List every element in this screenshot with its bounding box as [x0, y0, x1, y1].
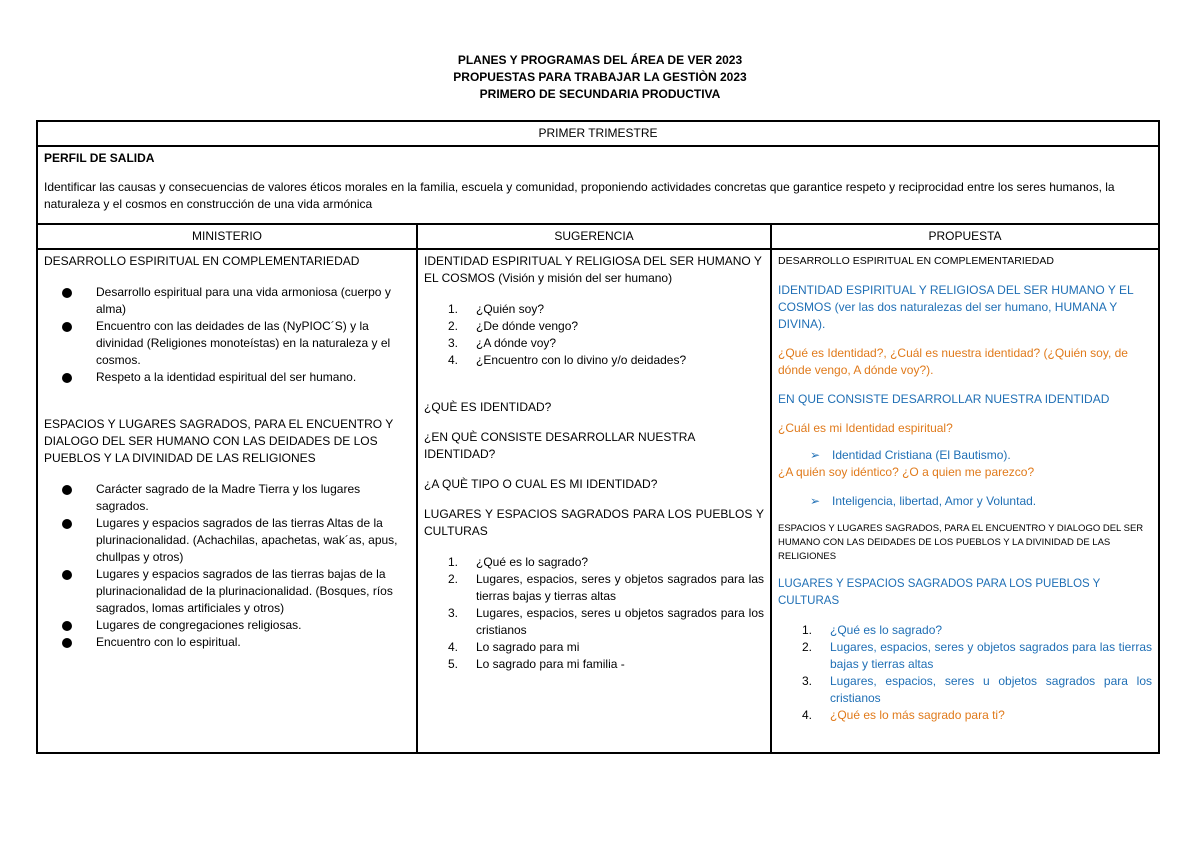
- perfil-cell: [37, 146, 1159, 224]
- ministerio-list-2: [44, 481, 410, 651]
- list-item: 4. Lo sagrado para mi: [448, 640, 580, 654]
- propuesta-blue-3: LUGARES Y ESPACIOS SAGRADOS PARA LOS PUEBLOS Y CULTURAS: [778, 578, 1101, 607]
- sugerencia-heading-1: IDENTIDAD ESPIRITUAL Y RELIGIOSA DEL SER HUMANO Y EL COSMOS (Visión y misión del ser humano): [424, 254, 762, 285]
- sugerencia-list-1: [424, 301, 764, 369]
- col-header-propuesta: PROPUESTA: [771, 224, 1159, 249]
- propuesta-small-heading: ESPACIOS Y LUGARES SAGRADOS, PARA EL ENCUENTRO Y DIALOGO DEL SER HUMANO CON LAS DEIDADES DE LOS PUEBLOS Y LA DIVINIDAD DE LAS RELIGIONES: [778, 523, 1144, 562]
- propuesta-arrow-item-2: ➢ Inteligencia, libertad, Amor y Voluntad.: [810, 494, 1037, 508]
- list-item: Carácter sagrado de la Madre Tierra y los lugares sagrados.: [44, 481, 410, 515]
- propuesta-list: [778, 622, 1152, 724]
- list-item: 3. ¿A dónde voy?: [448, 336, 557, 350]
- list-item: 4. ¿Qué es lo más sagrado para ti?: [802, 708, 1005, 722]
- list-item: 1. ¿Qué es lo sagrado?: [448, 555, 589, 569]
- col-header-sugerencia: SUGERENCIA: [417, 224, 771, 249]
- plan-table: [36, 120, 1160, 754]
- list-item: 2. Lugares, espacios, seres y objetos sagrados para las tierras bajas y tierras altas: [802, 640, 1152, 671]
- ministerio-cell: [37, 249, 417, 753]
- ministerio-list-1: [44, 284, 410, 386]
- sugerencia-question-3: ¿A QUÈ TIPO O CUAL ES MI IDENTIDAD?: [424, 477, 658, 491]
- arrow-icon: ➢: [810, 494, 821, 508]
- list-item: 3. Lugares, espacios, seres u objetos sagrados para los cristianos: [448, 606, 764, 637]
- list-item: Lugares y espacios sagrados de las tierras Altas de la plurinacionalidad. (Achachilas, apachetas, wak´as, apus, chullpas y otros): [44, 515, 410, 566]
- document-header: [0, 52, 1200, 103]
- sugerencia-question-1: ¿QUÈ ES IDENTIDAD?: [424, 400, 552, 414]
- header-line-2: PROPUESTAS PARA TRABAJAR LA GESTIÒN 2023: [453, 70, 747, 84]
- list-item: Encuentro con lo espiritual.: [44, 634, 410, 651]
- col-header-ministerio: MINISTERIO: [37, 224, 417, 249]
- ministerio-heading-2: ESPACIOS Y LUGARES SAGRADOS, PARA EL ENCUENTRO Y DIALOGO DEL SER HUMANO CON LAS DEIDADES DE LOS PUEBLOS Y LA DIVINIDAD DE LAS RELIGIONES: [44, 417, 394, 465]
- sugerencia-heading-2: LUGARES Y ESPACIOS SAGRADOS PARA LOS PUEBLOS Y CULTURAS: [424, 507, 764, 538]
- list-item: 1. ¿Qué es lo sagrado?: [802, 623, 943, 637]
- list-item: Respeto a la identidad espiritual del ser humano.: [44, 369, 410, 386]
- sugerencia-list-2: [424, 554, 764, 673]
- perfil-title: PERFIL DE SALIDA: [44, 151, 155, 165]
- header-line-1: PLANES Y PROGRAMAS DEL ÁREA DE VER 2023: [457, 53, 743, 67]
- arrow-icon: ➢: [810, 448, 821, 462]
- list-item: 2. Lugares, espacios, seres y objetos sagrados para las tierras bajas y tierras altas: [448, 572, 764, 603]
- propuesta-blue-1: IDENTIDAD ESPIRITUAL Y RELIGIOSA DEL SER HUMANO Y EL COSMOS (ver las dos naturalezas del ser humano, HUMANA Y DIVINA).: [778, 283, 1134, 331]
- list-item: 2. ¿De dónde vengo?: [448, 319, 579, 333]
- list-item: Lugares de congregaciones religiosas.: [44, 617, 410, 634]
- propuesta-arrow-item-1: ➢ Identidad Cristiana (El Bautismo).: [810, 448, 1011, 462]
- propuesta-orange-3: ¿A quién soy idéntico? ¿O a quien me parezco?: [778, 465, 1035, 479]
- list-item: 1. ¿Quién soy?: [448, 302, 545, 316]
- propuesta-cell: [771, 249, 1159, 753]
- propuesta-orange-2: ¿Cuál es mi Identidad espiritual?: [778, 421, 953, 435]
- propuesta-blue-2: EN QUE CONSISTE DESARROLLAR NUESTRA IDENTIDAD: [778, 392, 1110, 406]
- list-item: Desarrollo espiritual para una vida armoniosa (cuerpo y alma): [44, 284, 410, 318]
- sugerencia-cell: [417, 249, 771, 753]
- list-item: 5. Lo sagrado para mi familia -: [448, 657, 625, 671]
- trimestre-cell: [37, 121, 1159, 146]
- list-item: 4. ¿Encuentro con lo divino y/o deidades?: [448, 353, 687, 367]
- header-line-3: PRIMERO DE SECUNDARIA PRODUCTIVA: [479, 87, 721, 101]
- list-item: Encuentro con las deidades de las (NyPIOC´S) y la divinidad (Religiones monoteístas) en la naturaleza y el cosmos.: [44, 318, 410, 369]
- list-item: Lugares y espacios sagrados de las tierras bajas de la plurinacionalidad de la plurinacionalidad. (Bosques, ríos sagrados, lomas artificiales y otros): [44, 566, 410, 617]
- list-item: 3. Lugares, espacios, seres u objetos sagrados para los cristianos: [802, 674, 1152, 705]
- sugerencia-question-2: ¿EN QUÈ CONSISTE DESARROLLAR NUESTRA IDENTIDAD?: [424, 430, 695, 461]
- trimestre-title: PRIMER TRIMESTRE: [538, 126, 658, 140]
- ministerio-heading-1: DESARROLLO ESPIRITUAL EN COMPLEMENTARIEDAD: [44, 254, 360, 268]
- propuesta-orange-1: ¿Qué es Identidad?, ¿Cuál es nuestra identidad? (¿Quién soy, de dónde vengo, A dónde voy?).: [778, 346, 1128, 377]
- propuesta-heading-1: DESARROLLO ESPIRITUAL EN COMPLEMENTARIEDAD: [778, 255, 1054, 267]
- perfil-text: Identificar las causas y consecuencias de valores éticos morales en la familia, escuela y comunidad, proponiendo actividades concretas que garantice respeto y reciprocidad entre los seres humanos, la naturaleza y el cosmos en construcción de una vida armónica: [44, 180, 1115, 211]
